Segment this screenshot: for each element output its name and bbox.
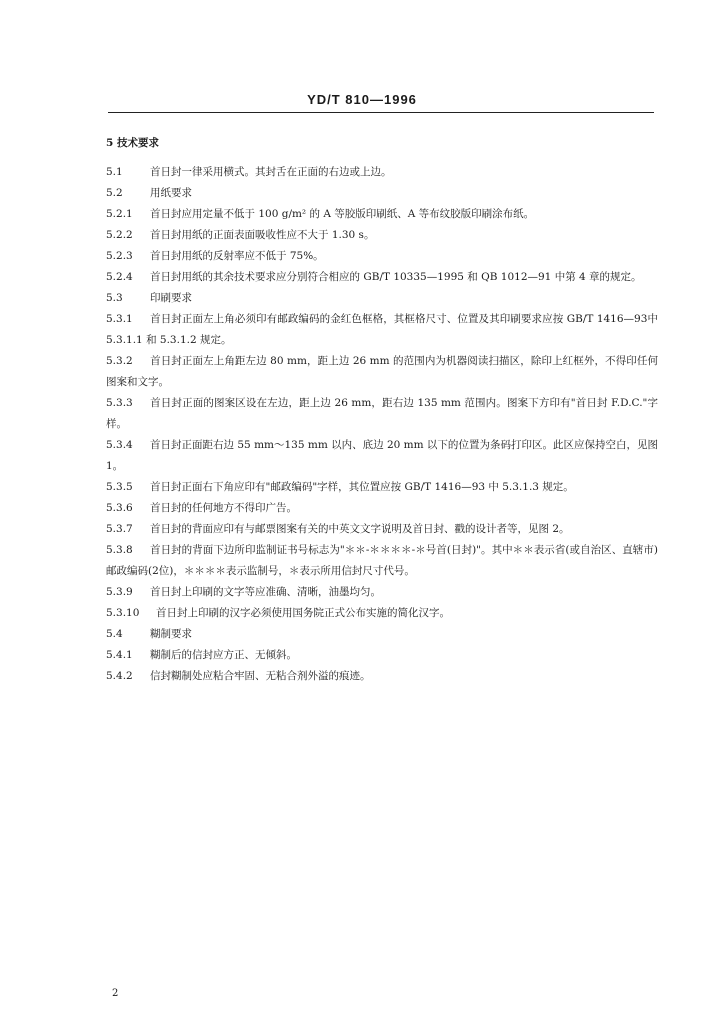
clause-5-2-3: 5.2.3 首日封用纸的反射率应不低于 75%。 — [106, 250, 324, 262]
clause-5-3-6: 5.3.6 首日封的任何地方不得印广告。 — [106, 502, 297, 514]
clause-5-2-1: 5.2.1 首日封应用定量不低于 100 g/m² 的 A 等胶版印刷纸、A 等布纹胶版印刷涂布纸。 — [106, 208, 535, 220]
clause-5-3-3: 5.3.3 首日封正面的图案区设在左边，距上边 26 mm，距右边 135 mm 范围内。图案下方印有"首日封 F.D.C."字样。 — [106, 397, 658, 430]
clause-5-2-2: 5.2.2 首日封用纸的正面表面吸收性应不大于 1.30 s。 — [106, 229, 375, 241]
clause-5-3-7: 5.3.7 首日封的背面应印有与邮票图案有关的中英文文字说明及首日封、戳的设计者等，见图 2。 — [106, 523, 570, 535]
document-code-header: YD/T 810—1996 — [307, 92, 417, 107]
document-body — [106, 133, 658, 687]
clause-5-3-5: 5.3.5 首日封正面右下角应印有"邮政编码"字样，其位置应按 GB/T 1416—93 中 5.3.1.3 规定。 — [106, 481, 574, 493]
clause-5-3-9: 5.3.9 首日封上印刷的文字等应准确、清晰，油墨均匀。 — [106, 586, 381, 598]
clause-5-3-4: 5.3.4 首日封正面距右边 55 mm～135 mm 以内、底边 20 mm 以下的位置为条码打印区。此区应保持空白，见图 1。 — [106, 439, 658, 472]
clause-5-3-8: 5.3.8 首日封的背面下边所印监制证书号标志为"＊＊-＊＊＊＊-＊号首(日封)"。其中＊＊表示省(或自治区、直辖市)邮政编码(2位)，＊＊＊＊表示监制号，＊表示所用信封尺寸代号。 — [106, 544, 658, 577]
section-title: 5 技术要求 — [106, 137, 159, 149]
clause-5-3-10: 5.3.10 首日封上印刷的汉字必须使用国务院正式公布实施的简化汉字。 — [106, 607, 450, 619]
clause-5-3-2: 5.3.2 首日封正面左上角距左边 80 mm，距上边 26 mm 的范围内为机器阅读扫描区，除印上红框外，不得印任何图案和文字。 — [106, 355, 658, 388]
clause-5-2-4: 5.2.4 首日封用纸的其余技术要求应分别符合相应的 GB/T 10335—1995 和 QB 1012—91 中第 4 章的规定。 — [106, 271, 642, 283]
clause-5-4: 5.4 糊制要求 — [106, 628, 192, 640]
page-number: 2 — [112, 988, 119, 999]
clause-5-1: 5.1 首日封一律采用横式。其封舌在正面的右边或上边。 — [106, 166, 392, 178]
clause-5-2: 5.2 用纸要求 — [106, 187, 192, 199]
header-divider — [108, 112, 654, 113]
clause-5-3: 5.3 印刷要求 — [106, 292, 192, 304]
clause-5-4-1: 5.4.1 糊制后的信封应方正、无倾斜。 — [106, 649, 297, 661]
clause-5-4-2: 5.4.2 信封糊制处应粘合牢固、无粘合剂外溢的痕迹。 — [106, 670, 371, 682]
clause-5-3-1: 5.3.1 首日封正面左上角必须印有邮政编码的金红色框格，其框格尺寸、位置及其印刷要求应按 GB/T 1416—93中 5.3.1.1 和 5.3.1.2 规定。 — [106, 313, 658, 346]
